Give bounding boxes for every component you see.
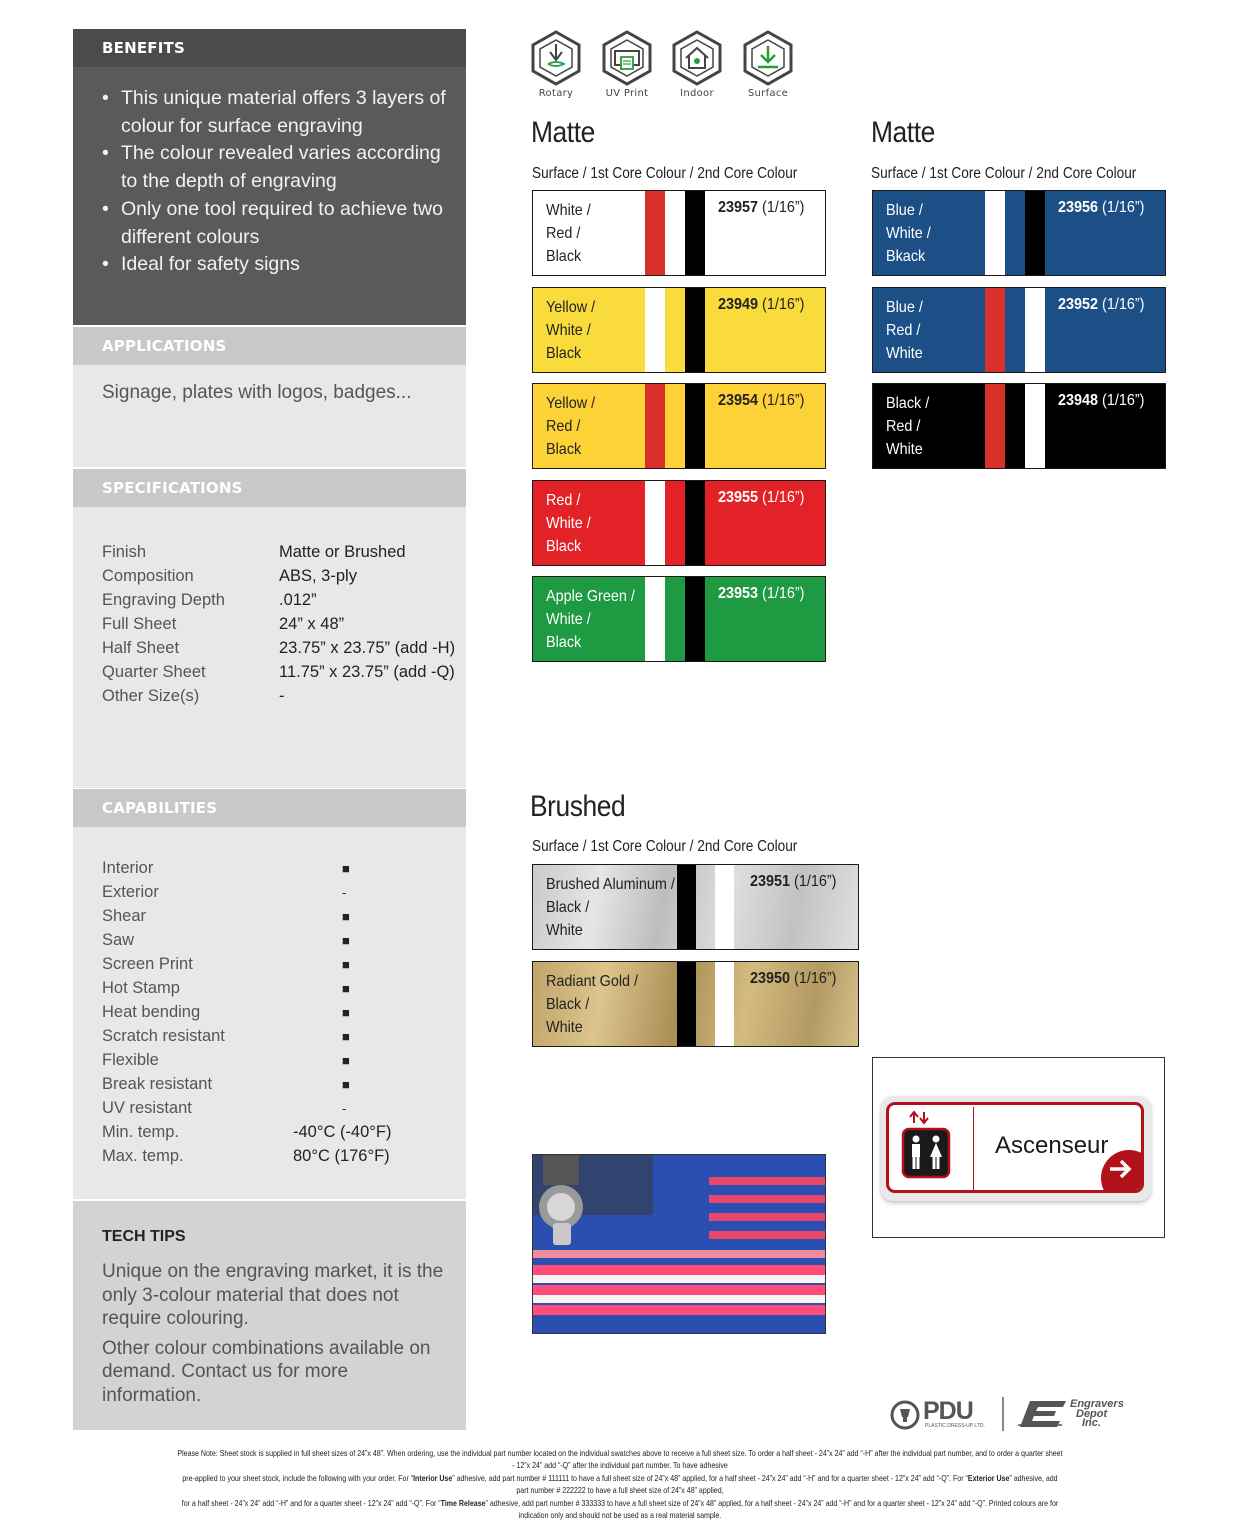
footer-text: ” adhesive, add part number # 222222 to have a full sheet size of 24”x 48” applied,	[516, 1472, 1058, 1496]
swatch-colour-name	[546, 392, 650, 461]
footer-emphasis: Time Release	[440, 1497, 486, 1508]
cap-label: Saw	[102, 931, 135, 949]
cap-label: UV resistant	[102, 1099, 192, 1117]
swatch-colour-line: Blue /	[886, 298, 923, 316]
swatch-layer-strip	[665, 481, 685, 565]
cap-row	[102, 1003, 350, 1022]
swatch-colour-line: Black /	[886, 395, 930, 412]
tech-tips-panel	[73, 1201, 466, 1430]
part-thickness: (1/16”)	[1102, 392, 1145, 409]
cap-row	[102, 979, 350, 998]
applications-panel	[73, 365, 466, 467]
footer-line: Please Note: Sheet stock is supplied in full sheet sizes of 24”x 48”. When ordering, use the individual part number located on the individual swatches above to receive a full sheet size. To order a half sheet - 24”x 24” add “-H” after the individual part number, and to order a quarter sheet - 12”x 24” add “-Q” after the individual part number. To have adhesive	[177, 1448, 1063, 1471]
swatch-card	[532, 864, 859, 950]
tech-tips-text: Unique on the engraving market, it is the only 3-colour material that does not require colouring.	[102, 1261, 444, 1329]
spec-value: ABS, 3-ply	[279, 567, 357, 585]
cap-label: Flexible	[102, 1051, 159, 1069]
swatch-part-number	[718, 199, 804, 217]
part-thickness: (1/16”)	[762, 295, 805, 313]
swatch-layer-strip	[665, 384, 685, 468]
uv-print-icon	[601, 30, 653, 86]
swatch-colour-line: White	[546, 1019, 583, 1036]
footer-text: ” adhesive, add part number # 111111 to have a full sheet size of 24”x 48” applied, for a half sheet - 24”x 24” add “-H” and for a quarter sheet - 12”x 24” add “-Q”. For “	[452, 1472, 968, 1483]
surface-badge	[740, 30, 796, 99]
swatch-card	[872, 190, 1166, 276]
swatch-layer-strip	[685, 191, 705, 275]
swatch-part-number	[1058, 199, 1144, 217]
swatch-colour-name	[546, 970, 650, 1039]
part-code: 23949	[718, 295, 759, 313]
specifications-heading: SPECIFICATIONS	[73, 469, 466, 507]
swatch-colour-line: Black	[546, 537, 582, 555]
spec-value: Matte or Brushed	[279, 543, 406, 561]
swatch-part-number	[718, 585, 804, 603]
cap-mark: -	[342, 885, 347, 900]
footer-text: ” adhesive, add part number # 333333 to have a full sheet size of 24”x 48” applied, for a half sheet - 24”x 24” add “-H” and for a quarter sheet - 12”x 24” add “-Q”. Printed colours are for indication only and should not be used as a real material sample.	[485, 1497, 1059, 1521]
applications-heading: APPLICATIONS	[73, 327, 466, 365]
footer-text: pre-applied to your sheet stock, include the following with your order. For “	[182, 1472, 414, 1483]
spec-label: Composition	[102, 567, 194, 585]
swatch-layer-strip	[696, 962, 715, 1046]
part-thickness: (1/16”)	[762, 585, 805, 602]
cap-label: Exterior	[102, 883, 159, 901]
swatch-part-number	[1058, 296, 1144, 314]
swatch-card	[532, 190, 826, 276]
tech-tips-heading: TECH TIPS	[102, 1228, 186, 1245]
swatch-colour-name	[886, 392, 990, 461]
cap-mark: ■	[342, 1029, 350, 1044]
swatch-layer-strip	[715, 962, 734, 1046]
swatch-colour-line: Black /	[546, 899, 590, 916]
pdu-logo	[890, 1398, 992, 1432]
elevator-icon	[893, 1109, 969, 1189]
swatch-layer-strip	[696, 865, 715, 949]
cap-label: Scratch resistant	[102, 1027, 225, 1045]
spec-value: 24” x 48”	[279, 615, 345, 633]
part-code: 23956	[1058, 199, 1099, 216]
swatch-colour-line: Red /	[546, 491, 581, 509]
spec-row	[102, 639, 456, 658]
swatch-layer-strip	[1005, 191, 1025, 275]
swatch-card	[532, 576, 826, 662]
swatch-card	[532, 383, 826, 469]
part-code: 23955	[718, 488, 759, 506]
temp-label: Min. temp.	[102, 1123, 180, 1141]
cap-label: Heat bending	[102, 1003, 201, 1021]
spec-label: Finish	[102, 543, 147, 561]
swatch-colour-line: White /	[546, 321, 591, 339]
engraving-photo	[532, 1154, 826, 1334]
sign-face	[886, 1102, 1144, 1193]
engravers-line: Depot	[1076, 1407, 1108, 1420]
benefit-item: • This unique material offers 3 layers of colour for surface engraving	[102, 85, 450, 140]
capabilities-heading: CAPABILITIES	[73, 789, 466, 827]
swatch-layer-strip	[685, 288, 705, 372]
pdu-emblem-icon	[890, 1400, 920, 1430]
arrow-right-icon	[1107, 1158, 1137, 1180]
spec-value: -	[279, 687, 285, 705]
swatch-card	[532, 961, 859, 1047]
part-thickness: (1/16”)	[762, 392, 805, 409]
swatch-layer-strip	[677, 962, 696, 1046]
cap-row	[102, 1027, 350, 1046]
swatch-colour-line: Black	[546, 248, 582, 265]
swatch-layer-strip	[1025, 191, 1045, 275]
cap-row	[102, 859, 350, 878]
swatch-layer-strip	[1025, 384, 1045, 468]
swatch-card	[872, 287, 1166, 373]
engraving-scene	[533, 1155, 826, 1334]
swatch-colour-line: White /	[886, 225, 931, 242]
part-code: 23954	[718, 392, 759, 409]
swatch-colour-line: Radiant Gold /	[546, 973, 639, 990]
engravers-wordmark	[1070, 1400, 1124, 1429]
swatch-colour-name	[546, 873, 675, 942]
swatch-colour-name	[546, 489, 650, 558]
part-thickness: (1/16”)	[1102, 199, 1145, 216]
spec-row	[102, 615, 345, 634]
swatch-layer-strip	[665, 191, 685, 275]
swatch-colour-line: White /	[546, 514, 591, 532]
benefits-list	[73, 67, 466, 279]
spec-row	[102, 663, 455, 682]
swatch-colour-line: Black	[546, 634, 582, 651]
swatch-card	[872, 383, 1166, 469]
swatch-colour-line: White	[886, 344, 923, 362]
sign-plate	[881, 1096, 1151, 1201]
swatch-colour-name	[886, 296, 990, 365]
part-thickness: (1/16”)	[794, 970, 837, 987]
spec-row	[102, 687, 285, 706]
swatch-part-number	[750, 970, 836, 988]
swatch-part-number	[1058, 392, 1144, 410]
part-code: 23948	[1058, 392, 1099, 409]
indoor-icon	[671, 30, 723, 86]
part-code: 23953	[718, 585, 759, 602]
part-thickness: (1/16”)	[794, 873, 837, 890]
part-thickness: (1/16”)	[762, 488, 805, 506]
swatch-colour-line: Brushed Aluminum /	[546, 876, 675, 893]
part-code: 23950	[750, 970, 791, 987]
sign-pictogram-box	[891, 1107, 974, 1190]
uv-print-badge	[599, 30, 655, 99]
swatch-part-number	[718, 392, 804, 410]
swatch-layer-strip	[1025, 288, 1045, 372]
temp-label: Max. temp.	[102, 1147, 184, 1165]
swatch-layer-strip	[677, 865, 696, 949]
swatch-colour-line: Apple Green /	[546, 588, 635, 605]
cap-label: Hot Stamp	[102, 979, 180, 997]
cap-mark: ■	[342, 861, 350, 876]
spec-label: Engraving Depth	[102, 591, 225, 609]
cap-mark: ■	[342, 957, 350, 972]
temp-value: 80°C (176°F)	[293, 1147, 390, 1165]
part-code: 23952	[1058, 295, 1099, 313]
swatch-colour-line: Red /	[546, 418, 581, 435]
swatch-colour-name	[546, 199, 650, 268]
footer-note	[177, 1447, 1063, 1521]
cap-row	[102, 931, 350, 950]
cap-row	[102, 955, 350, 974]
capabilities-panel	[73, 827, 466, 1199]
icon-label: UV Print	[605, 88, 649, 99]
matte-heading: Matte	[871, 116, 935, 149]
swatch-card	[532, 480, 826, 566]
swatch-card	[532, 287, 826, 373]
cap-mark: ■	[342, 1077, 350, 1092]
cap-mark: -	[342, 1101, 347, 1116]
spec-label: Other Size(s)	[102, 687, 200, 705]
engravers-swoosh-icon	[1016, 1399, 1068, 1429]
benefits-heading: BENEFITS	[73, 29, 466, 67]
swatch-layer-strip	[1005, 288, 1025, 372]
swatch-part-number	[718, 489, 804, 507]
spec-row	[102, 567, 357, 586]
swatch-colour-line: Red /	[886, 321, 921, 339]
temp-row	[102, 1147, 390, 1166]
cap-mark: ■	[342, 1053, 350, 1068]
cap-label: Screen Print	[102, 955, 193, 973]
benefit-item: • The colour revealed varies according to the depth of engraving	[102, 140, 450, 195]
sign-photo	[872, 1057, 1165, 1238]
swatch-layer-strip	[665, 577, 685, 661]
swatch-colour-name	[886, 199, 990, 268]
icon-label: Surface	[747, 88, 789, 99]
swatch-layer-strip	[685, 384, 705, 468]
cap-row	[102, 883, 347, 902]
indoor-badge	[669, 30, 725, 99]
cap-label: Break resistant	[102, 1075, 213, 1093]
rotary-badge	[528, 30, 584, 99]
icon-label: Rotary	[538, 88, 574, 99]
part-code: 23951	[750, 873, 791, 890]
swatch-colour-name	[546, 585, 650, 654]
brushed-heading: Brushed	[530, 790, 626, 823]
swatch-colour-line: White	[886, 441, 923, 458]
icon-label: Indoor	[680, 88, 714, 99]
cap-mark: ■	[342, 1005, 350, 1020]
surface-icon	[742, 30, 794, 86]
cap-mark: ■	[342, 933, 350, 948]
swatch-layer-strip	[685, 577, 705, 661]
swatch-colour-line: Black	[546, 344, 582, 362]
cap-row	[102, 1099, 347, 1118]
spec-label: Full Sheet	[102, 615, 177, 633]
footer-emphasis: Interior Use	[413, 1472, 453, 1483]
spec-row	[102, 591, 317, 610]
swatch-colour-line: Yellow /	[546, 298, 596, 316]
logo-divider	[1002, 1397, 1004, 1431]
specifications-panel	[73, 507, 466, 788]
swatch-layer-strip	[665, 288, 685, 372]
benefits-panel	[73, 67, 466, 325]
swatch-colour-name	[546, 296, 650, 365]
spec-label: Quarter Sheet	[102, 663, 206, 681]
cap-label: Interior	[102, 859, 154, 877]
swatch-colour-line: Red /	[546, 225, 581, 242]
temp-value: -40°C (-40°F)	[293, 1123, 392, 1141]
spec-row	[102, 543, 406, 562]
part-code: 23957	[718, 199, 759, 216]
swatch-colour-line: Black /	[546, 996, 590, 1013]
swatch-layer-strip	[715, 865, 734, 949]
cap-mark: ■	[342, 981, 350, 996]
cap-mark: ■	[342, 909, 350, 924]
spec-value: 23.75” x 23.75” (add -H)	[279, 639, 456, 657]
footer-line	[177, 1497, 1063, 1522]
benefit-item: • Only one tool required to achieve two different colours	[102, 196, 450, 251]
swatch-layer-strip	[1005, 384, 1025, 468]
swatch-colour-line: Red /	[886, 418, 921, 435]
spec-value: .012”	[279, 591, 317, 609]
cap-row	[102, 1051, 350, 1070]
swatch-layer-strip	[685, 481, 705, 565]
matte-subheading: Surface / 1st Core Colour / 2nd Core Colour	[871, 165, 1137, 182]
pdu-subtitle: PLASTIC DRESS-UP LTD.	[925, 1423, 985, 1429]
spec-label: Half Sheet	[102, 639, 180, 657]
engravers-line: Engravers	[1070, 1398, 1124, 1410]
matte-subheading: Surface / 1st Core Colour / 2nd Core Colour	[532, 165, 798, 182]
swatch-colour-line: Yellow /	[546, 395, 596, 412]
spec-value: 11.75” x 23.75” (add -Q)	[279, 663, 455, 681]
temp-row	[102, 1123, 392, 1142]
tech-tips-text: Other colour combinations available on demand. Contact us for more information.	[102, 1337, 431, 1406]
swatch-colour-line: Black	[546, 441, 582, 458]
sign-text: Ascenseur	[995, 1132, 1109, 1159]
cap-label: Shear	[102, 907, 147, 925]
rotary-icon	[530, 30, 582, 86]
part-thickness: (1/16”)	[762, 199, 805, 216]
cap-row	[102, 907, 350, 926]
engravers-line: Inc.	[1082, 1417, 1101, 1429]
swatch-colour-line: Blue /	[886, 202, 923, 219]
swatch-colour-line: White /	[546, 202, 591, 219]
swatch-colour-line: White	[546, 922, 583, 939]
brushed-subheading: Surface / 1st Core Colour / 2nd Core Colour	[532, 838, 798, 855]
benefit-item: • Ideal for safety signs	[102, 251, 450, 279]
engravers-depot-logo	[1016, 1399, 1148, 1431]
swatch-colour-line: White /	[546, 611, 591, 628]
matte-heading: Matte	[531, 116, 595, 149]
footer-line	[177, 1472, 1063, 1497]
footer-text: for a half sheet - 24”x 24” add “-H” and for a quarter sheet - 12”x 24” add “-Q”. For “	[181, 1497, 441, 1508]
swatch-colour-line: Bkack	[886, 248, 926, 265]
swatch-part-number	[718, 296, 804, 314]
swatch-part-number	[750, 873, 836, 891]
applications-text: Signage, plates with logos, badges...	[102, 382, 412, 403]
footer-emphasis: Exterior Use	[967, 1472, 1010, 1483]
part-thickness: (1/16”)	[1102, 295, 1145, 313]
pdu-wordmark: PDU	[923, 1397, 973, 1425]
cap-row	[102, 1075, 350, 1094]
